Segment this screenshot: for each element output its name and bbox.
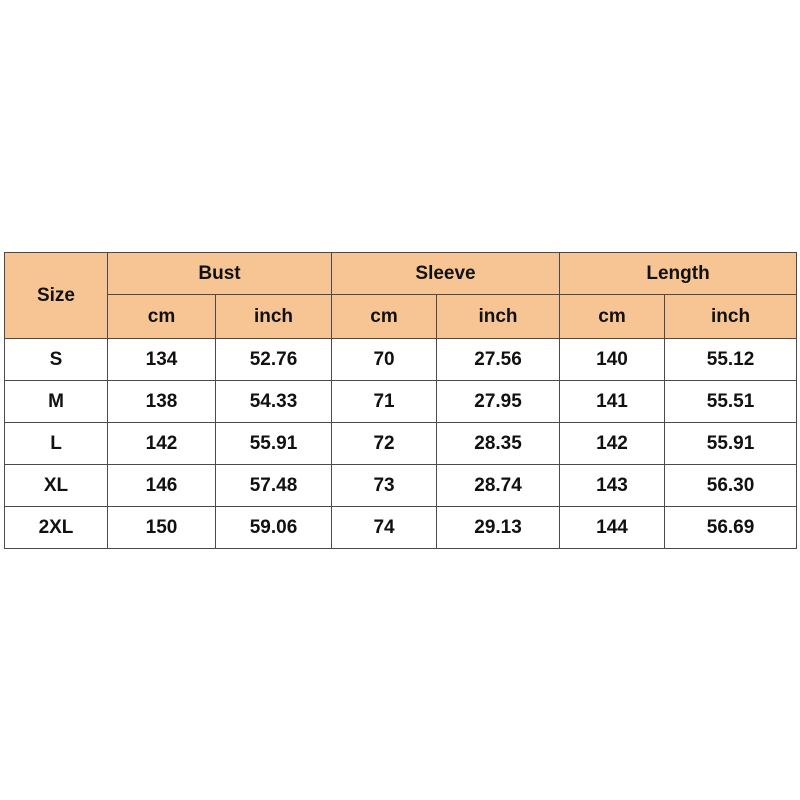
sleeve-inch-cell: 29.13 — [437, 507, 560, 549]
bust-cm-cell: 134 — [108, 339, 216, 381]
sleeve-cm-cell: 70 — [332, 339, 437, 381]
table-row — [5, 423, 797, 465]
size-chart-table — [4, 252, 797, 549]
bust-cm-cell: 138 — [108, 381, 216, 423]
sleeve-inch-header: inch — [437, 295, 560, 339]
size-cell: M — [5, 381, 108, 423]
table-row — [5, 339, 797, 381]
length-cm-cell: 143 — [560, 465, 665, 507]
bust-cm-cell: 146 — [108, 465, 216, 507]
length-cm-cell: 140 — [560, 339, 665, 381]
header-row-groups — [5, 253, 797, 295]
bust-header: Bust — [108, 253, 332, 295]
size-cell: 2XL — [5, 507, 108, 549]
bust-inch-cell: 52.76 — [216, 339, 332, 381]
sleeve-cm-header: cm — [332, 295, 437, 339]
length-cm-cell: 142 — [560, 423, 665, 465]
length-header: Length — [560, 253, 797, 295]
length-inch-cell: 55.12 — [665, 339, 797, 381]
sleeve-inch-cell: 28.74 — [437, 465, 560, 507]
bust-inch-cell: 54.33 — [216, 381, 332, 423]
bust-inch-cell: 59.06 — [216, 507, 332, 549]
bust-cm-header: cm — [108, 295, 216, 339]
sleeve-cm-cell: 74 — [332, 507, 437, 549]
sleeve-cm-cell: 72 — [332, 423, 437, 465]
size-cell: L — [5, 423, 108, 465]
length-inch-cell: 55.51 — [665, 381, 797, 423]
sleeve-inch-cell: 27.56 — [437, 339, 560, 381]
table-row — [5, 507, 797, 549]
bust-cm-cell: 150 — [108, 507, 216, 549]
length-inch-cell: 56.30 — [665, 465, 797, 507]
sleeve-inch-cell: 27.95 — [437, 381, 560, 423]
length-cm-header: cm — [560, 295, 665, 339]
length-inch-header: inch — [665, 295, 797, 339]
bust-inch-header: inch — [216, 295, 332, 339]
size-header: Size — [5, 253, 108, 339]
length-inch-cell: 55.91 — [665, 423, 797, 465]
table-row — [5, 465, 797, 507]
length-inch-cell: 56.69 — [665, 507, 797, 549]
header-row-units — [5, 295, 797, 339]
length-cm-cell: 144 — [560, 507, 665, 549]
bust-cm-cell: 142 — [108, 423, 216, 465]
bust-inch-cell: 57.48 — [216, 465, 332, 507]
sleeve-cm-cell: 71 — [332, 381, 437, 423]
sleeve-inch-cell: 28.35 — [437, 423, 560, 465]
sleeve-cm-cell: 73 — [332, 465, 437, 507]
length-cm-cell: 141 — [560, 381, 665, 423]
size-cell: S — [5, 339, 108, 381]
bust-inch-cell: 55.91 — [216, 423, 332, 465]
size-cell: XL — [5, 465, 108, 507]
table-row — [5, 381, 797, 423]
sleeve-header: Sleeve — [332, 253, 560, 295]
